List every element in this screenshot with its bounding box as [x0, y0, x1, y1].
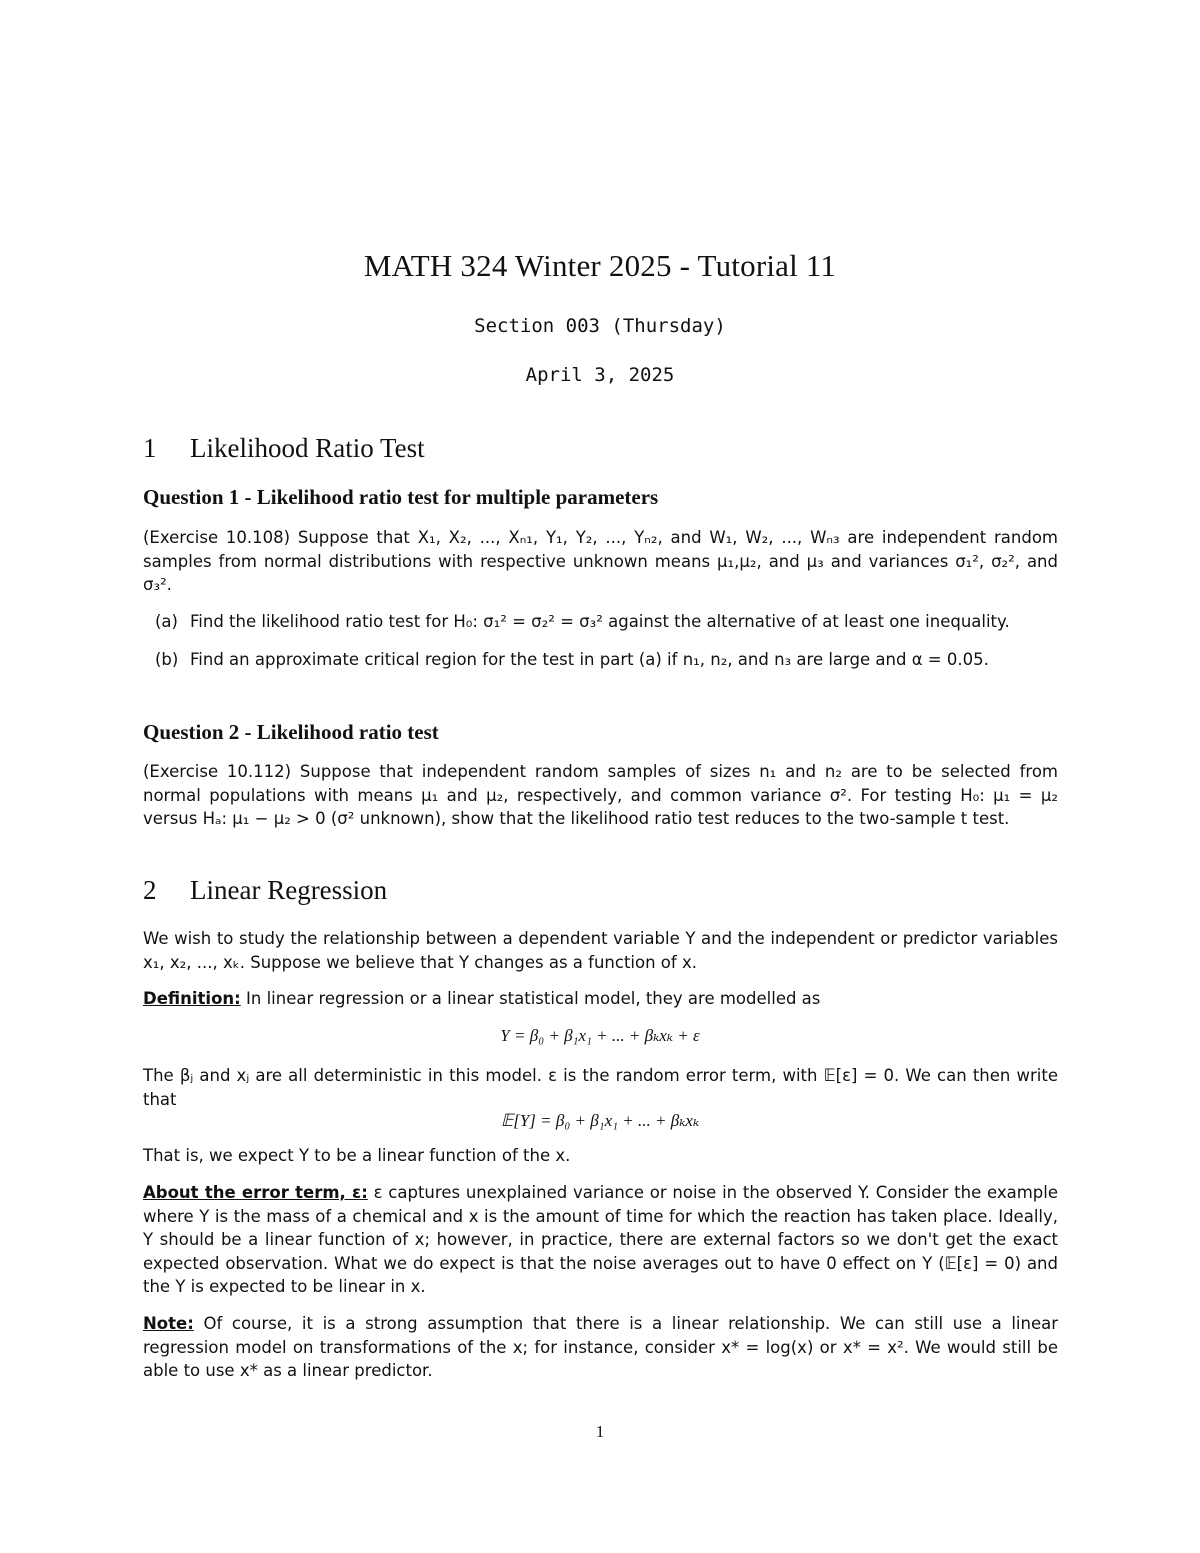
question-2-body: (Exercise 10.112) Suppose that independent random samples of sizes n₁ and n₂ are to be selected from normal populations with means μ₁ and μ₂, respectively, and common variance σ². For testing H₀: μ₁ = μ₂ versus Hₐ: μ₁ − μ₂ > 0 (σ² unknown), show that the likelihood ratio test reduces to the two-sample t test.	[143, 762, 1058, 828]
question-2-heading: Question 2 - Likelihood ratio test	[143, 720, 439, 744]
error-term-text: ε captures unexplained variance or noise in the observed Y. Consider the example where Y is the mass of a chemical and x is the amount of time for which the reaction has taken place. Ideally, Y should be a linear function of x; however, in practice, there are external factors so we don't get the exact expected observation. What we do expect is that the noise averages out to have 0 effect on Y (𝔼[ε] = 0) and the Y is expected to be linear in x.	[143, 1183, 1059, 1296]
section-heading-1	[143, 433, 425, 464]
section-number: 1	[143, 433, 157, 463]
section-2-intro: We wish to study the relationship between a dependent variable Y and the independent or predictor variables x₁, x₂, ..., xₖ. Suppose we believe that Y changes as a function of x.	[143, 929, 1058, 972]
error-term-label: About the error term, ε:	[143, 1183, 368, 1202]
question-1-heading: Question 1 - Likelihood ratio test for multiple parameters	[143, 485, 659, 509]
definition-text: In linear regression or a linear statistical model, they are modelled as	[246, 989, 821, 1008]
definition-label: Definition:	[143, 989, 241, 1008]
document-title: MATH 324 Winter 2025 - Tutorial 11	[363, 248, 837, 283]
equation-linear-model: Y = β₀ + β₁x₁ + ... + βₖxₖ + ε	[500, 1026, 700, 1045]
definition-paragraph	[143, 987, 1058, 1011]
document-section-line: Section 003 (Thursday)	[474, 315, 726, 337]
question-1-part-b	[155, 648, 1060, 671]
note-label: Note:	[143, 1314, 194, 1333]
question-1-part-a	[155, 610, 1060, 633]
question-1-body: (Exercise 10.108) Suppose that X₁, X₂, ..., Xₙ₁, Y₁, Y₂, ..., Yₙ₂, and W₁, W₂, ..., Wₙ₃ are independent random samples from normal distributions with respective unknown means μ₁,μ₂, and μ₃ and variances σ₁², σ₂², and σ₃².	[143, 528, 1058, 594]
note-text: Of course, it is a strong assumption that there is a linear relationship. We can still use a linear regression model on transformations of the x; for instance, consider x* = log(x) or x* = x². We would still be able to use x* as a linear predictor.	[143, 1314, 1058, 1380]
section-title: Linear Regression	[190, 875, 388, 905]
deterministic-paragraph: The βⱼ and xⱼ are all deterministic in this model. ε is the random error term, with 𝔼[ε] = 0. We can then write that	[143, 1066, 1058, 1109]
note-paragraph	[143, 1312, 1058, 1383]
part-label: (a)	[155, 612, 178, 631]
part-label: (b)	[155, 650, 179, 669]
error-term-paragraph	[143, 1181, 1058, 1299]
document-date: April 3, 2025	[525, 364, 675, 386]
section-heading-2	[143, 875, 387, 906]
section-number: 2	[143, 875, 157, 905]
part-text: Find an approximate critical region for the test in part (a) if n₁, n₂, and n₃ are large and α = 0.05.	[190, 650, 989, 669]
part-text: Find the likelihood ratio test for H₀: σ₁² = σ₂² = σ₃² against the alternative of at least one inequality.	[190, 612, 1010, 631]
section-title: Likelihood Ratio Test	[190, 433, 425, 463]
page-number: 1	[595, 1422, 605, 1441]
linear-expectation-sentence: That is, we expect Y to be a linear function of the x.	[143, 1146, 571, 1165]
equation-expected-value: 𝔼[Y] = β₀ + β₁x₁ + ... + βₖxₖ	[500, 1111, 700, 1130]
